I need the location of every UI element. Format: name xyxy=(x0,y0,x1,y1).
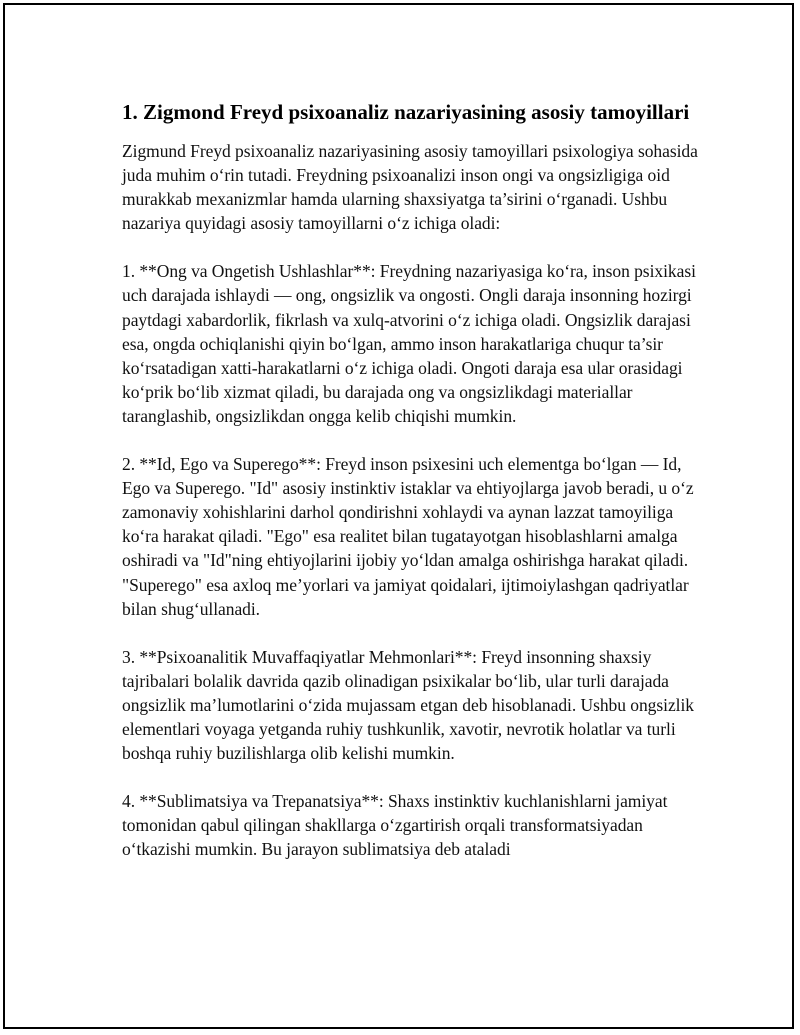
page-frame xyxy=(3,3,794,1029)
document-body xyxy=(122,98,702,861)
paragraph-point-2: 2. **Id, Ego va Superego**: Freyd inson psixesini uch elementga bo‘lgan — Id, Ego va Superego. "Id" asosiy instinktiv istaklar va ehtiyojlarga javob beradi, u o‘z zamonaviy xohishlarini darhol qondirishni xohlaydi va aynan lazzat tamoyiliga ko‘ra harakat qiladi. "Ego" esa realitet bilan tugatayotgan hisoblashlarni amalga oshiradi va "Id"ning ehtiyojlarini ijobiy yo‘ldan amalga oshirishga harakat qiladi. "Superego" esa axloq me’yorlari va jamiyat qoidalari, ijtimoiylashgan qadriyatlar bilan shug‘ullanadi. xyxy=(122,454,694,619)
paragraph-point-4: 4. **Sublimatsiya va Trepanatsiya**: Shaxs instinktiv kuchlanishlarni jamiyat tomonidan qabul qilingan shakllarga o‘zgartirish orqali transformatsiyadan o‘tkazishi mumkin. Bu jarayon sublimatsiya deb ataladi xyxy=(122,791,668,860)
paragraph-point-1: 1. **Ong va Ongetish Ushlashlar**: Freydning nazariyasiga ko‘ra, inson psixikasi uch darajada ishlaydi — ong, ongsizlik va ongosti. Ongli daraja insonning hozirgi paytdagi xabardorlik, fikrlash va xulq-atvorini o‘z ichiga oladi. Ongsizlik darajasi esa, ongda ochiqlanishi qiyin bo‘lgan, ammo inson harakatlariga chuqur ta’sir ko‘rsatadigan xatti-harakatlarni o‘z ichiga oladi. Ongoti daraja esa ular orasidagi ko‘prik bo‘lib xizmat qiladi, bu darajada ong va ongsizlikdagi materiallar taranglashib, ongsizlikdan ongga kelib chiqishi mumkin. xyxy=(122,261,696,426)
paragraph-intro: Zigmund Freyd psixoanaliz nazariyasining asosiy tamoyillari psixologiya sohasida juda muhim o‘rin tutadi. Freydning psixoanalizi inson ongi va ongsizligiga oid murakkab mexanizmlar hamda ularning shaxsiyatga ta’sirini o‘rganadi. Ushbu nazariya quyidagi asosiy tamoyillarni o‘z ichiga oladi: xyxy=(122,141,698,234)
document-title: 1. Zigmond Freyd psixoanaliz nazariyasining asosiy tamoyillari xyxy=(122,100,690,124)
paragraph-point-3: 3. **Psixoanalitik Muvaffaqiyatlar Mehmonlari**: Freyd insonning shaxsiy tajribalari bolalik davrida qazib olinadigan psixikalar bo‘lib, ular turli darajada ongsizlik ma’lumotlarini o‘zida mujassam etgan deb hisoblanadi. Ushbu ongsizlik elementlari voyaga yetganda ruhiy tushkunlik, xavotir, nevrotik holatlar va turli boshqa ruhiy buzilishlarga olib kelishi mumkin. xyxy=(122,646,694,764)
